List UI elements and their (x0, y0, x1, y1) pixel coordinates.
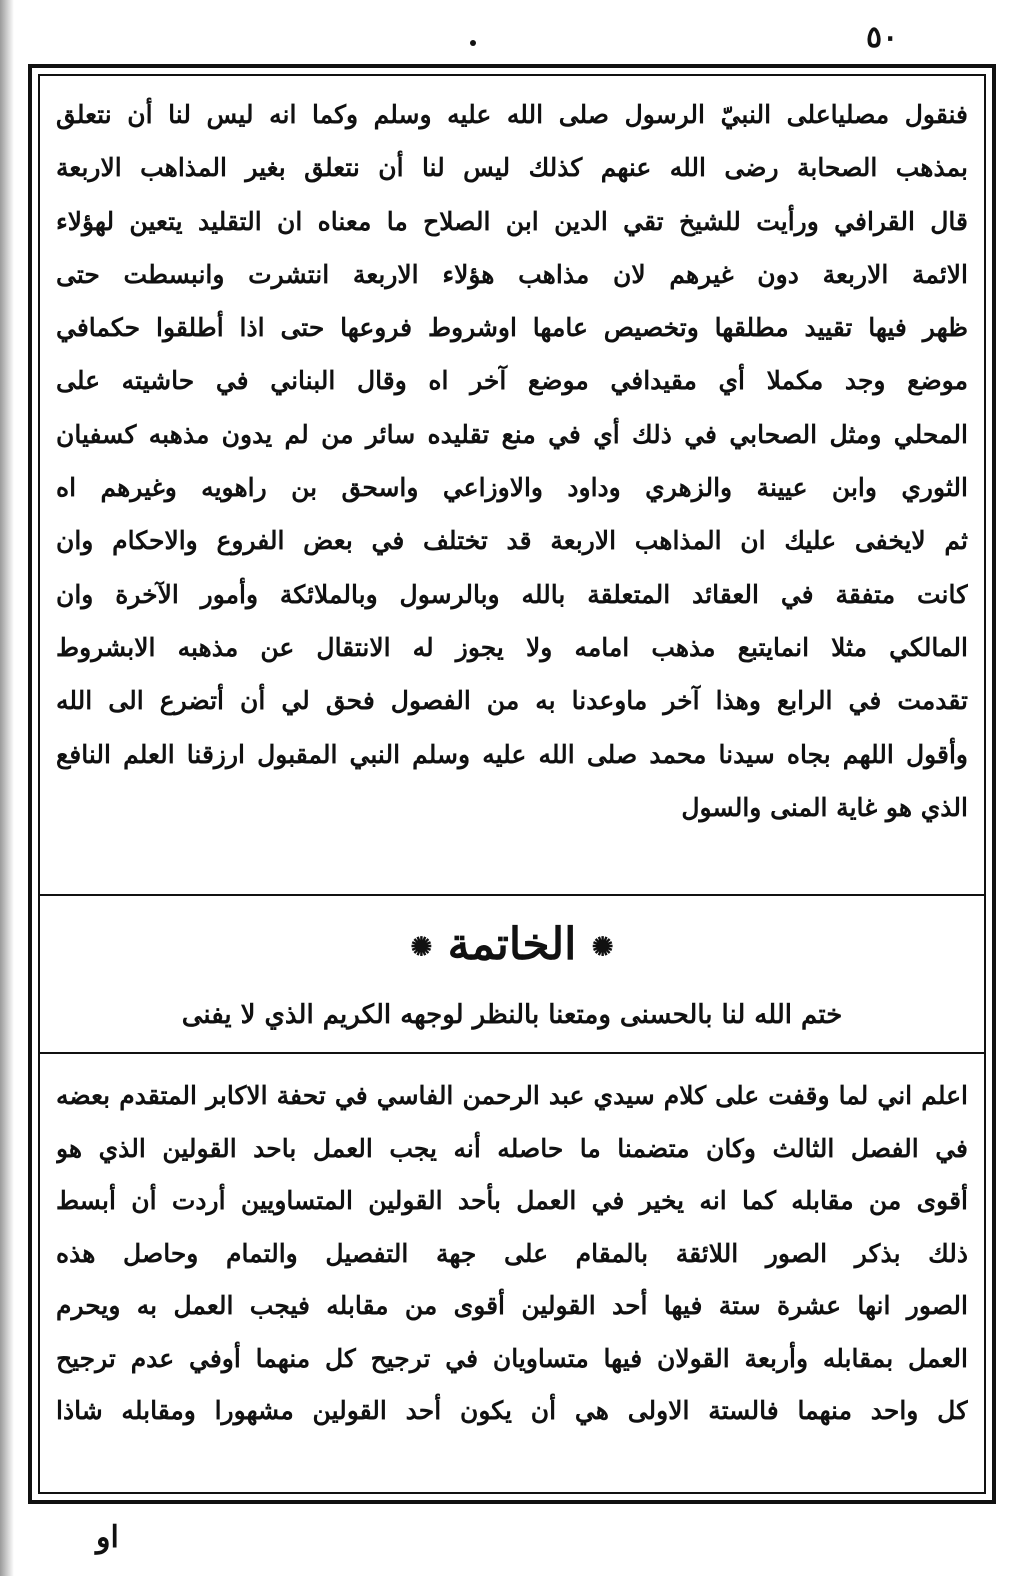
text-line: تقدمت في الرابع وهذا آخر ماوعدنا به من الفصول فحق لي أن أتضرع الى الله (56, 686, 968, 716)
section-divider (40, 894, 984, 896)
ornament-dot (470, 40, 476, 46)
section-title (40, 910, 984, 983)
ornament-star-icon: ✺ (591, 932, 614, 963)
text-line: موضع وجد مكملا أي مقيدافي موضع آخر اه وقال البناني في حاشيته على (56, 366, 968, 396)
text-line: بمذهب الصحابة رضى الله عنهم كذلك ليس لنا أن نتعلق بغير المذاهب الاربعة (56, 153, 968, 183)
text-line: في الفصل الثالث وكان متضمنا ما حاصله أنه يجب العمل باحد القولين الذي هو (56, 1133, 968, 1163)
text-block-section-2 (56, 1070, 968, 1438)
section-title-text: الخاتمة (447, 919, 577, 970)
text-line: المحلي ومثل الصحابي في ذلك أي في منع تقليده سائر من لم يدون مذهبه كسفيان (56, 419, 968, 449)
text-line: الائمة الاربعة دون غيرهم لان مذاهب هؤلاء الاربعة انتشرت وانبسطت حتى (56, 259, 968, 289)
text-line: الصور انها عشرة ستة فيها أحد القولين أقوى من مقابله فيجب العمل به ويحرم (56, 1291, 968, 1320)
text-block-section-1 (56, 88, 968, 834)
ornament-star-icon: ✺ (410, 932, 433, 963)
page-edge-shadow (0, 0, 14, 1576)
text-line: الذي هو غاية المنى والسول (681, 792, 968, 822)
text-line: قال القرافي ورأيت للشيخ تقي الدين ابن الصلاح ما معناه ان التقليد يتعين لهؤلاء (56, 206, 968, 236)
page-number: ٥٠ (866, 20, 899, 55)
text-line: أقوى من مقابله كما انه يخير في العمل بأحد القولين المتساويين أردت أن أبسط (56, 1186, 968, 1215)
text-line: العمل بمقابله وأربعة القولان فيها متساويان في ترجيح كل منهما أوفي عدم ترجيح (56, 1343, 968, 1373)
text-line: كل واحد منهما فالستة الاولى هي أن يكون أحد القولين مشهورا ومقابله شاذا (56, 1396, 968, 1425)
text-line: المالكي مثلا انمايتبع مذهب امامه ولا يجوز له الانتقال عن مذهبه الابشروط (56, 632, 968, 662)
text-line: فنقول مصلياعلى النبيّ الرسول صلى الله عليه وسلم وكما انه ليس لنا أن نتعلق (56, 100, 968, 129)
text-line: ذلك بذكر الصور اللائقة بالمقام على جهة التفصيل والتمام وحاصل هذه (56, 1238, 968, 1268)
text-line: وأقول اللهم بجاه سيدنا محمد صلى الله عليه وسلم النبي المقبول ارزقنا العلم النافع (56, 739, 968, 769)
text-line: ثم لايخفى عليك ان المذاهب الاربعة قد تختلف في بعض الفروع والاحكام وان (56, 526, 968, 556)
text-line: ظهر فيها تقييد مطلقها وتخصيص عامها اوشروط فروعها حتى اذا أطلقوا حكمافي (56, 313, 968, 343)
text-line: اعلم اني لما وقفت على كلام سيدي عبد الرحمن الفاسي في تحفة الاكابر المتقدم بعضه (56, 1081, 968, 1110)
catchword: او (96, 1520, 119, 1555)
text-line: الثوري وابن عيينة والزهري وداود والاوزاعي واسحق بن راهويه وغيرهم اه (56, 473, 968, 503)
section-divider (40, 1052, 984, 1054)
text-line: كانت متفقة في العقائد المتعلقة بالله وبالرسول وبالملائكة وأمور الآخرة وان (56, 579, 968, 609)
section-subtitle: ختم الله لنا بالحسنى ومتعنا بالنظر لوجهه الكريم الذي لا يفنى (181, 1000, 843, 1030)
